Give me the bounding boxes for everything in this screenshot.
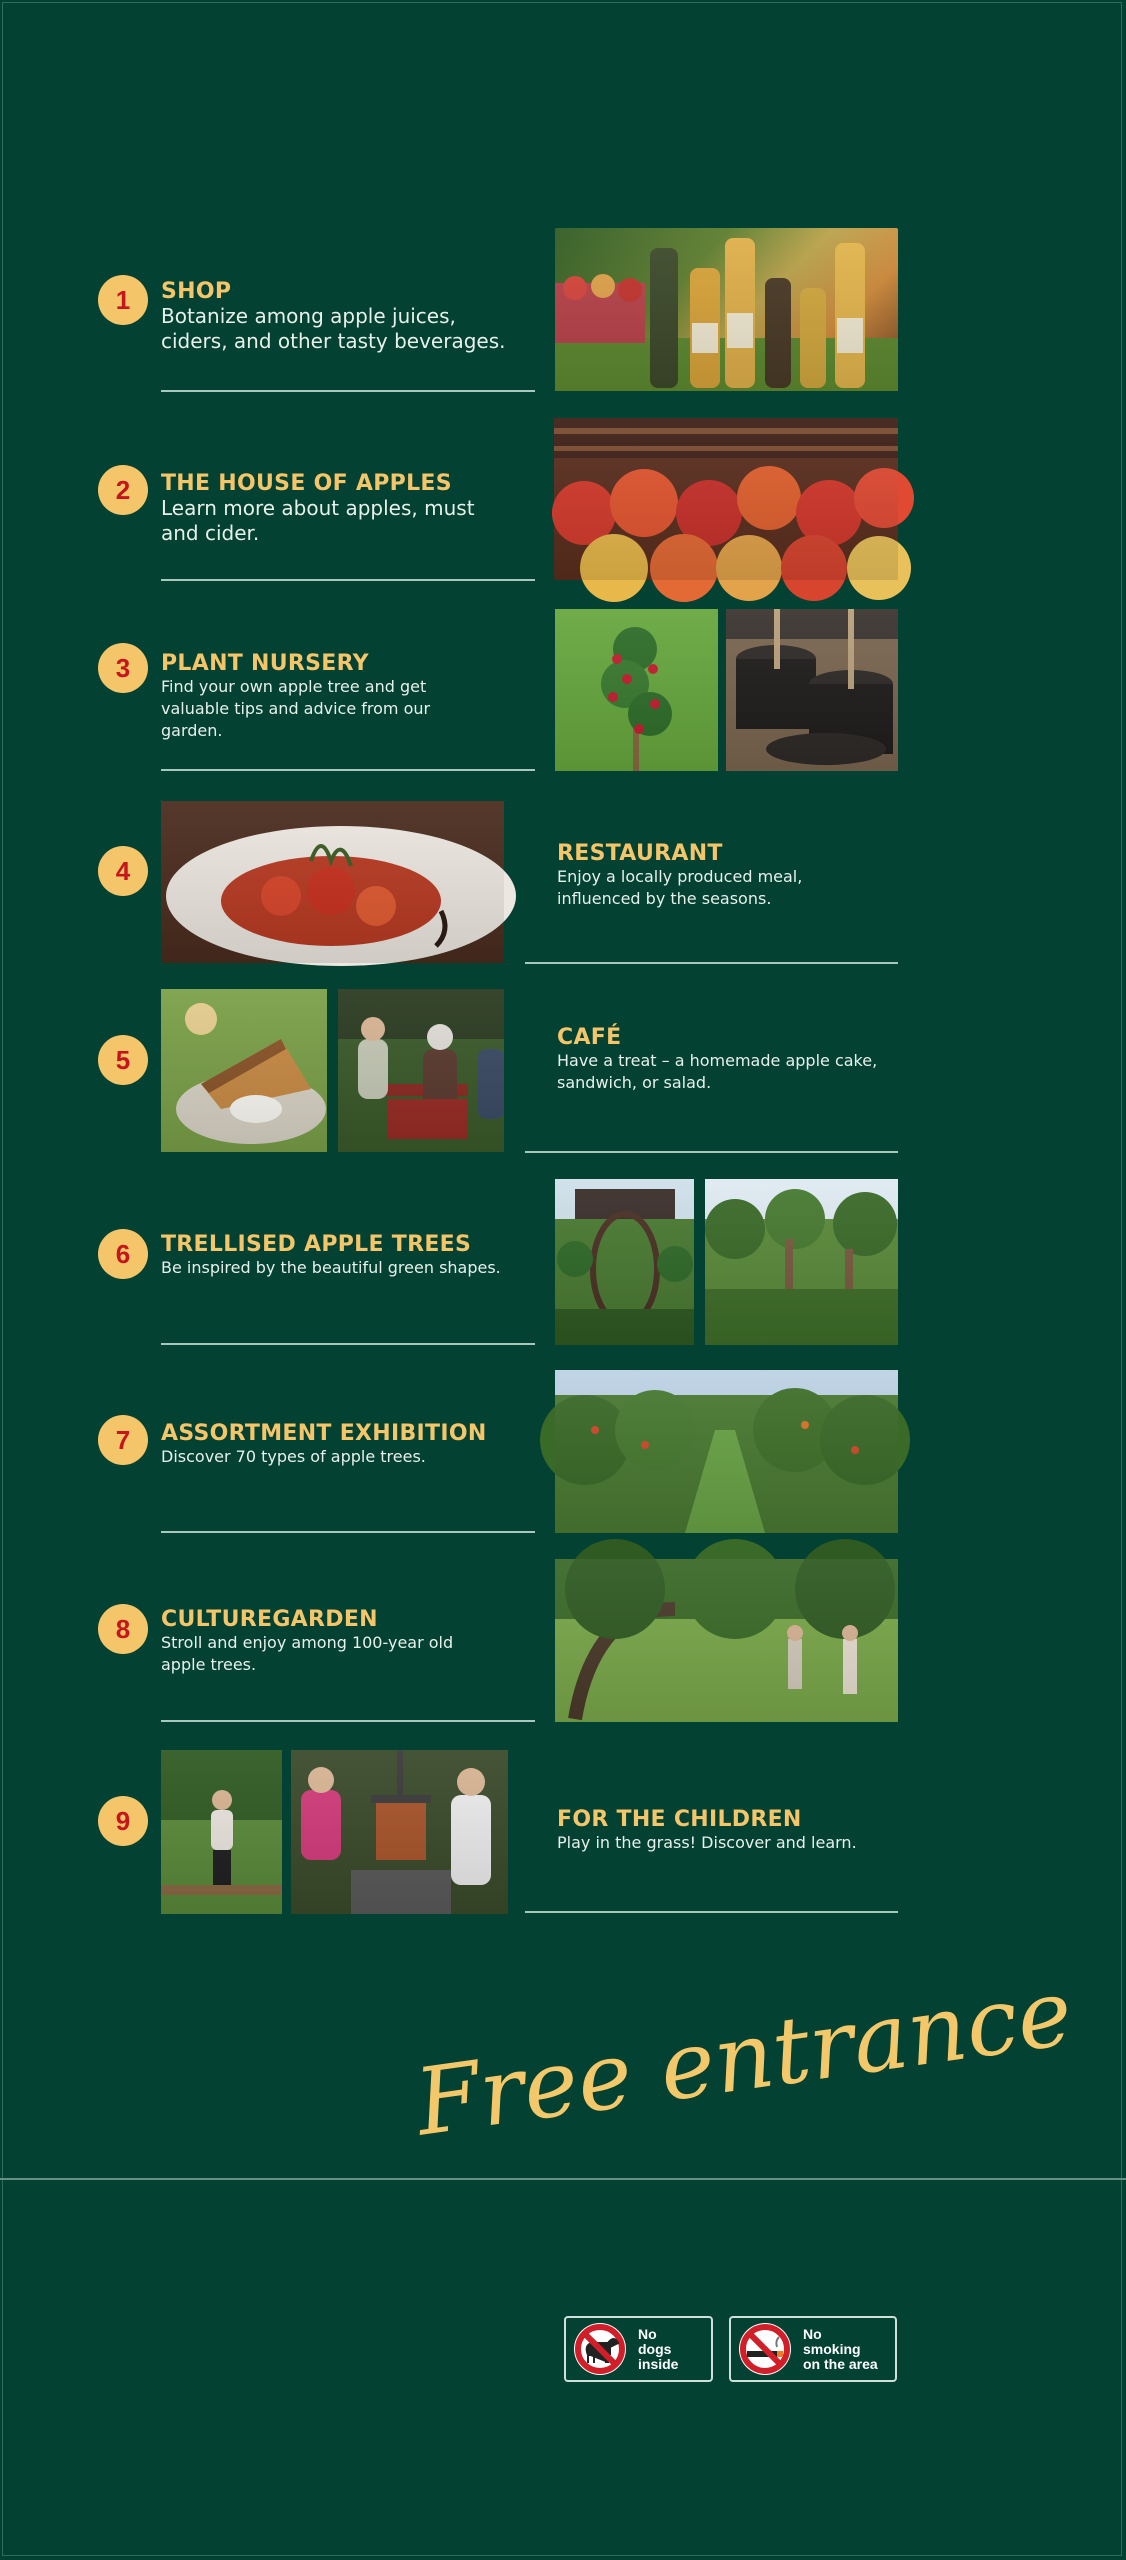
item-title-trellised: TRELLISED APPLE TREES (161, 1232, 472, 1257)
badge-9: 9 (98, 1796, 148, 1846)
badge-5: 5 (98, 1035, 148, 1085)
divider (525, 1911, 898, 1913)
no-dogs-icon (572, 2321, 628, 2377)
children-press-photo (291, 1750, 508, 1914)
free-entrance-heading (400, 1935, 1079, 2157)
item-title-cafe: CAFÉ (557, 1025, 622, 1050)
item-title-culturegarden: CULTUREGARDEN (161, 1607, 378, 1632)
badge-6: 6 (98, 1229, 148, 1279)
item-desc-for-the-children: Play in the grass! Discover and learn. (557, 1833, 857, 1852)
badge-4: 4 (98, 846, 148, 896)
item-desc-plant-nursery: Find your own apple tree and get valuable tips and advice from our garden. (161, 677, 431, 740)
item-desc-culturegarden: Stroll and enjoy among 100-year old apple trees. (161, 1633, 454, 1674)
item-desc-shop: Botanize among apple juices, ciders, and other tasty beverages. (161, 304, 506, 353)
divider (525, 1151, 898, 1153)
divider (525, 962, 898, 964)
divider (161, 579, 535, 581)
item-title-house-of-apples: THE HOUSE OF APPLES (161, 471, 452, 496)
item-title-plant-nursery: PLANT NURSERY (161, 651, 369, 676)
cafe-cake-photo (161, 989, 327, 1152)
divider (161, 769, 535, 771)
divider (161, 390, 535, 392)
item-title-assortment: ASSORTMENT EXHIBITION (161, 1421, 487, 1446)
item-title-for-the-children: FOR THE CHILDREN (557, 1807, 802, 1832)
badge-1: 1 (98, 275, 148, 325)
culturegarden-photo (555, 1559, 898, 1722)
badge-8: 8 (98, 1604, 148, 1654)
badge-2: 2 (98, 465, 148, 515)
trellis-arch-photo (555, 1179, 694, 1345)
restaurant-photo (161, 801, 504, 963)
no-dogs-sign (564, 2316, 713, 2382)
trellis-garden-photo (705, 1179, 898, 1345)
shop-photo (555, 228, 898, 391)
item-desc-house-of-apples: Learn more about apples, must and cider. (161, 496, 475, 545)
item-desc-cafe: Have a treat – a homemade apple cake, sandwich, or salad. (557, 1051, 878, 1092)
badge-3: 3 (98, 643, 148, 693)
item-desc-restaurant: Enjoy a locally produced meal, influenced by the seasons. (557, 867, 803, 908)
no-dogs-label: No dogs inside (638, 2325, 679, 2372)
nursery-pots-photo (726, 609, 898, 771)
assortment-photo (555, 1370, 898, 1533)
item-title-shop: SHOP (161, 279, 232, 304)
footer-divider (0, 2178, 1126, 2180)
children-balance-photo (161, 1750, 282, 1914)
no-smoking-label: No smoking on the area (803, 2325, 878, 2372)
svg-text:Free entrance: Free entrance (409, 1958, 1079, 2157)
item-title-restaurant: RESTAURANT (557, 841, 723, 866)
nursery-tree-photo (555, 609, 718, 771)
no-smoking-icon (737, 2321, 793, 2377)
item-desc-trellised: Be inspired by the beautiful green shapes. (161, 1258, 501, 1277)
divider (161, 1720, 535, 1722)
item-desc-assortment: Discover 70 types of apple trees. (161, 1447, 426, 1466)
divider (161, 1531, 535, 1533)
divider (161, 1343, 535, 1345)
cafe-guests-photo (338, 989, 504, 1152)
no-smoking-sign (729, 2316, 897, 2382)
badge-7: 7 (98, 1415, 148, 1465)
apples-photo (554, 418, 898, 580)
